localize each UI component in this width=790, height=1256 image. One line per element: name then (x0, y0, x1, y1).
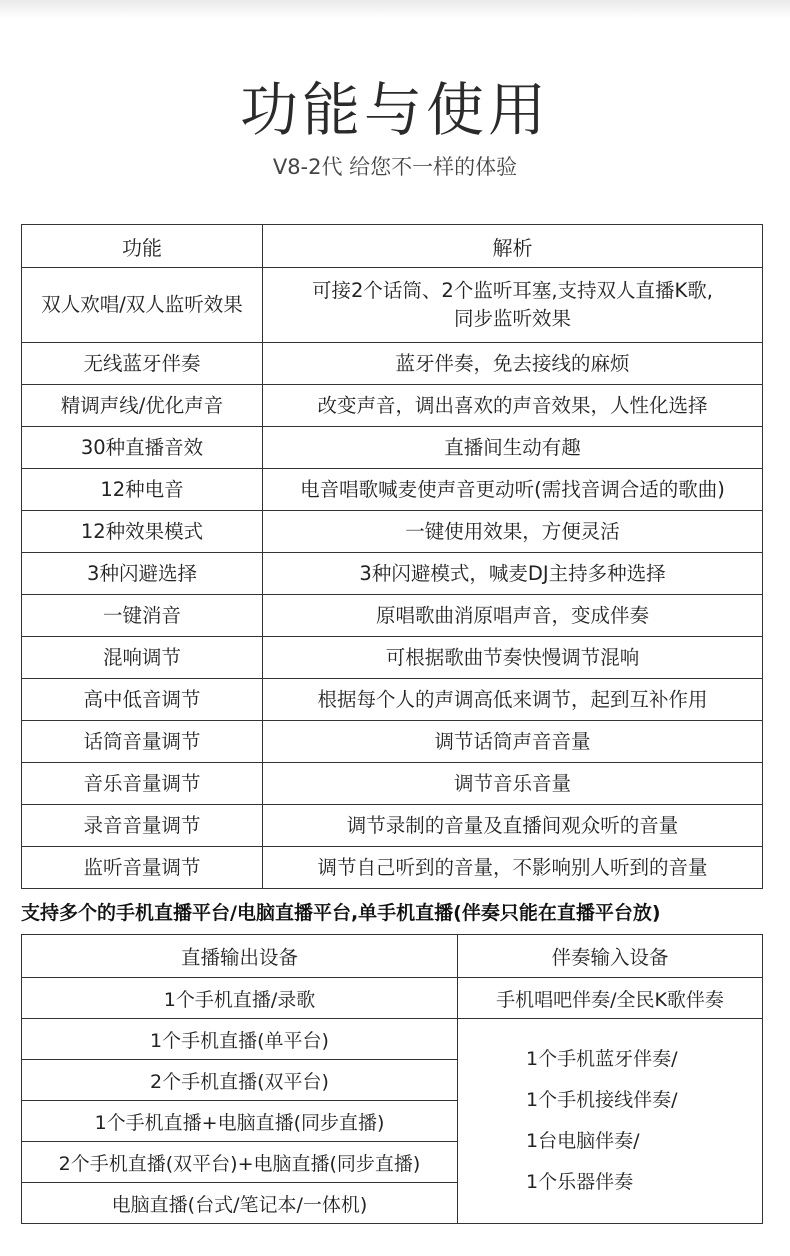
top-shadow (0, 0, 790, 18)
feature-cell: 无线蓝牙伴奏 (22, 343, 263, 385)
description-line: 同步监听效果 (453, 307, 571, 330)
header-analysis: 解析 (263, 225, 763, 268)
input-device-item: 1台电脑伴奏/ (526, 1130, 640, 1152)
feature-cell: 话筒音量调节 (22, 721, 263, 763)
description-cell: 一键使用效果，方便灵活 (263, 511, 763, 553)
description-cell: 蓝牙伴奏，免去接线的麻烦 (263, 343, 763, 385)
table-row (22, 511, 763, 553)
table-row (22, 637, 763, 679)
table-row (22, 268, 763, 343)
table-row (22, 385, 763, 427)
page-title: 功能与使用 (239, 76, 550, 144)
description-cell: 可根据歌曲节奏快慢调节混响 (263, 637, 763, 679)
output-device-cell: 2个手机直播(双平台) (22, 1060, 458, 1101)
table-header-row (22, 225, 763, 268)
output-device-cell: 1个手机直播+电脑直播(同步直播) (22, 1101, 458, 1142)
description-line: 可接2个话筒、2个监听耳塞,支持双人直播K歌, (312, 279, 713, 302)
feature-cell: 12种效果模式 (22, 511, 263, 553)
table-row (22, 553, 763, 595)
output-device-cell: 1个手机直播(单平台) (22, 1019, 458, 1060)
output-device-cell: 2个手机直播(双平台)+电脑直播(同步直播) (22, 1142, 458, 1183)
description-cell: 调节话筒声音音量 (263, 721, 763, 763)
input-device-item: 1个乐器伴奏 (526, 1171, 634, 1193)
table-row (22, 343, 763, 385)
feature-cell: 精调声线/优化声音 (22, 385, 263, 427)
feature-cell: 3种闪避选择 (22, 553, 263, 595)
description-cell: 调节录制的音量及直播间观众听的音量 (263, 805, 763, 847)
feature-cell: 监听音量调节 (22, 847, 263, 889)
support-note: 支持多个的手机直播平台/电脑直播平台,单手机直播(伴奏只能在直播平台放) (21, 902, 661, 924)
input-device-cell: 手机唱吧伴奏/全民K歌伴奏 (458, 978, 763, 1019)
feature-cell: 音乐音量调节 (22, 763, 263, 805)
table-row (22, 679, 763, 721)
description-cell: 直播间生动有趣 (263, 427, 763, 469)
description-cell: 电音唱歌喊麦使声音更动听(需找音调合适的歌曲) (263, 469, 763, 511)
header-output-devices: 直播输出设备 (22, 935, 458, 978)
table-row (22, 1019, 763, 1060)
feature-cell: 双人欢唱/双人监听效果 (22, 268, 263, 343)
output-device-cell: 1个手机直播/录歌 (22, 978, 458, 1019)
table-row (22, 469, 763, 511)
table-row (22, 763, 763, 805)
table-row (22, 427, 763, 469)
table-row (22, 847, 763, 889)
page-subtitle: V8-2代 给您不一样的体验 (272, 155, 518, 179)
feature-cell: 一键消音 (22, 595, 263, 637)
feature-cell: 12种电音 (22, 469, 263, 511)
feature-cell: 30种直播音效 (22, 427, 263, 469)
description-cell: 调节音乐音量 (263, 763, 763, 805)
input-device-list (458, 1019, 763, 1224)
output-device-cell: 电脑直播(台式/笔记本/一体机) (22, 1183, 458, 1224)
description-cell: 改变声音，调出喜欢的声音效果，人性化选择 (263, 385, 763, 427)
table-row (22, 978, 763, 1019)
table-row (22, 805, 763, 847)
description-cell: 根据每个人的声调高低来调节，起到互补作用 (263, 679, 763, 721)
description-cell: 原唱歌曲消原唱声音，变成伴奏 (263, 595, 763, 637)
header-input-devices: 伴奏输入设备 (458, 935, 763, 978)
input-device-item: 1个手机蓝牙伴奏/ (526, 1048, 678, 1070)
description-cell: 3种闪避模式，喊麦DJ主持多种选择 (263, 553, 763, 595)
input-device-item: 1个手机接线伴奏/ (526, 1089, 678, 1111)
description-cell (263, 268, 763, 343)
table-header-row (22, 935, 763, 978)
devices-table (21, 934, 763, 1224)
table-row (22, 595, 763, 637)
feature-cell: 混响调节 (22, 637, 263, 679)
feature-cell: 高中低音调节 (22, 679, 263, 721)
description-cell: 调节自己听到的音量，不影响别人听到的音量 (263, 847, 763, 889)
feature-cell: 录音音量调节 (22, 805, 263, 847)
header-feature: 功能 (22, 225, 263, 268)
table-row (22, 721, 763, 763)
features-table (21, 224, 763, 889)
